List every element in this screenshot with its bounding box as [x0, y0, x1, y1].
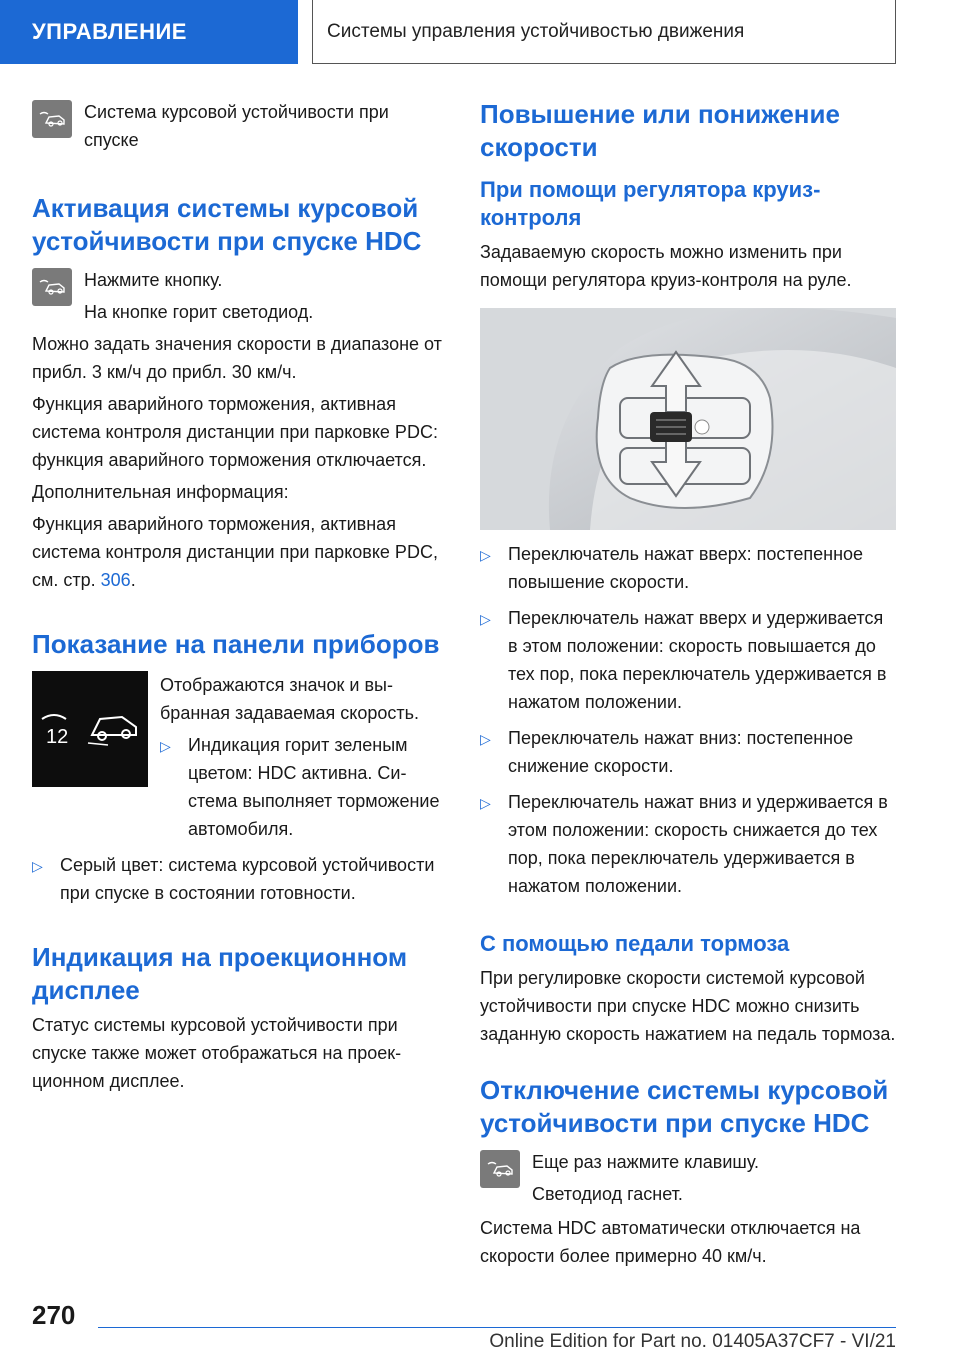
list-item: ▷ Переключатель нажат вниз и удерживается в этом положении: скорость снижается до тех пор, пока переключатель удерживается в нажатом положении. [480, 788, 896, 900]
cruise-list [480, 540, 896, 900]
speed-range-text: Можно задать значения скорости в диапазоне от прибл. 3 км/ч до прибл. 30 км/ч. [32, 334, 442, 382]
right-column [480, 98, 896, 1270]
list-item: ▷ Переключатель нажат вверх и удерживается в этом положении: скорость повышается до тех пор, пока переключатель удерживается в нажатом положении. [480, 604, 896, 716]
cluster-speed-number: 12 [46, 726, 69, 748]
steering-wheel-image [480, 308, 896, 530]
triangle-bullet-icon: ▷ [480, 795, 491, 811]
hdc-car-icon [37, 278, 67, 296]
intro-row [32, 98, 448, 154]
hud-title: Индикация на проекционном дисплее [32, 942, 408, 1005]
deactivation-text: Система HDC автоматически отключается на скорости более примерно 40 км/ч. [480, 1218, 861, 1266]
page-reference-link[interactable]: 306 [100, 570, 131, 590]
triangle-bullet-icon: ▷ [480, 547, 491, 563]
brake-text: При регулировке скорости системой курсовой устойчивости при спуске HDC можно снизить заданную скорость нажатием на педаль тормоза. [480, 968, 896, 1044]
display-title: Показание на панели приборов [32, 629, 440, 659]
section-tab: УПРАВЛЕНИЕ [0, 0, 298, 64]
list-item: ▷ Серый цвет: система курсовой устойчивости при спуске в состоянии готовности. [32, 851, 448, 907]
activation-step-1: Нажмите кнопку. [84, 270, 223, 290]
list-item: ▷ Переключатель нажат вверх: постепенное повышение скорости. [480, 540, 896, 596]
triangle-bullet-icon: ▷ [160, 738, 171, 754]
hdc-button-icon [32, 100, 72, 138]
deactivation-steps [480, 1148, 896, 1208]
chapter-title: Системы управления устойчивостью движения [312, 0, 896, 64]
triangle-bullet-icon: ▷ [480, 731, 491, 747]
activation-title: Активация системы курсовой устойчивости при спуске HDC [32, 193, 422, 256]
deactivation-step-2: Светодиод гаснет. [532, 1184, 683, 1204]
cruise-text: Задаваемую скорость можно изменить при помощи регулятора круиз-контроля на руле. [480, 242, 852, 290]
footer-edition: Online Edition for Part no. 01405A37CF7 - VI/21 [489, 1331, 896, 1352]
intro-text: Система курсовой устойчивости при спуске [84, 102, 389, 150]
display-text: Отображаются значок и выбранная задаваемая скорость. [160, 675, 419, 723]
hdc-button-icon [32, 268, 72, 306]
display-row [32, 671, 448, 843]
activation-step-2: На кнопке горит светодиод. [84, 302, 314, 322]
hdc-car-icon [485, 1160, 515, 1178]
hdc-car-icon [37, 110, 67, 128]
triangle-bullet-icon: ▷ [480, 611, 491, 627]
emergency-brake-text: Функция аварийного торможения, активная система контроля дистанции при парковке PDC: функция аварийного торможения отключается. [32, 394, 438, 470]
cluster-display-image [32, 671, 148, 787]
display-list [32, 851, 448, 907]
left-column [32, 98, 448, 1095]
brake-title: С помощью педали тормоза [480, 931, 790, 956]
triangle-bullet-icon: ▷ [32, 858, 43, 874]
cruise-title: При помощи регулятора круиз-контроля [480, 177, 821, 230]
hdc-button-icon [480, 1150, 520, 1188]
more-info-label: Дополнительная информация: [32, 482, 289, 502]
list-item: ▷ Индикация горит зеленым цветом: HDC активна. Система выполняет торможение автомобиля. [160, 731, 448, 843]
hud-text: Статус системы курсовой устойчивости при спуске также может отображаться на проекционном дисплее. [32, 1015, 402, 1091]
deactivation-title: Отключение системы курсовой устойчивости при спуске HDC [480, 1075, 889, 1138]
speed-change-title: Повышение или понижение скорости [480, 99, 840, 162]
footer-divider [98, 1327, 896, 1328]
deactivation-step-1: Еще раз нажмите клавишу. [532, 1152, 760, 1172]
activation-steps [32, 266, 448, 326]
list-item: ▷ Переключатель нажат вниз: постепенное снижение скорости. [480, 724, 896, 780]
page-number: 270 [32, 1300, 76, 1330]
see-page-text: Функция аварийного торможения, активная система контроля дистанции при парковке PDC, см. стр. 306. [32, 514, 438, 590]
